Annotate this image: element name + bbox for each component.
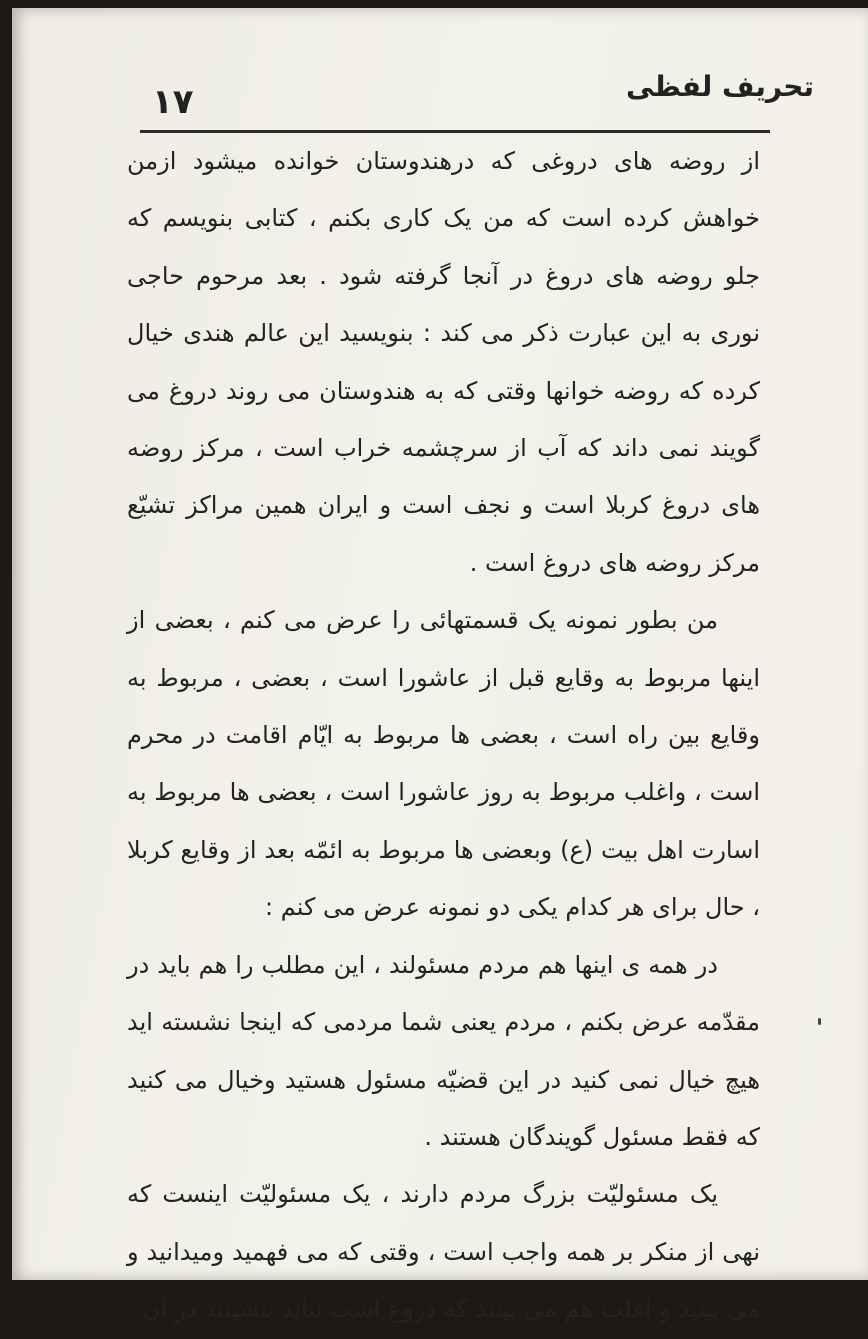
chapter-title: تحریف لفظی [626, 70, 814, 103]
paragraph: یک مسئولیّت بزرگ مردم دارند ، یک مسئولیّت اینست که نهی از منکر بر همه واجب است ، وقتی که می فهمید ومیدانید و می بینید و اغلب هم می بینند که دروغ است نباید بنشینند در آن [127, 1180, 760, 1324]
book-page [12, 8, 868, 1324]
paragraph: من بطور نمونه یک قسمتهائی را عرض می کنم ، بعضی از اینها مربوط به وقایع قبل از عاشورا است ، بعضی ، مربوط به وقایع بین راه است ، بعضی ها مربوط به ایّام اقامت در محرم است ، واغلب مربوط به روز عاشورا است ، بعضی ها مربوط به اسارت اهل بیت (ع) وبعضی ها مربوط به ائمّه بعد از وقایع کربلا ، حال برای هر کدام یکی دو نمونه عرض می کنم : [127, 606, 760, 922]
ink-speck [818, 1018, 821, 1025]
body-text [127, 133, 760, 1339]
page-number: ۱۷ [152, 82, 194, 122]
paragraph: از روضه های دروغی که درهندوستان خوانده میشود ازمن خواهش کرده است که من یک کاری بکنم ، کتابی بنویسم که جلو روضه های دروغ در آنجا گرفته شود . بعد مرحوم حاجی نوری به این عبارت ذکر می کند : بنویسید این عالم هندی خیال کرده که روضه خوانها وقتی که به هندوستان می روند دروغ می گویند نمی داند که آب از سرچشمه خراب است ، مرکز روضه های دروغ کربلا است و نجف است و ایران همین مراکز تشیّع مرکز روضه های دروغ است . [127, 147, 760, 577]
paragraph: در همه ی اینها هم مردم مسئولند ، این مطلب را هم باید در مقدّمه عرض بکنم ، مردم یعنی شما مردمی که اینجا نشسته اید هیچ خیال نمی کنید در این قضیّه مسئول هستید وخیال می کنید که فقط مسئول گویندگان هستند . [127, 950, 760, 1151]
page-header [130, 66, 814, 122]
